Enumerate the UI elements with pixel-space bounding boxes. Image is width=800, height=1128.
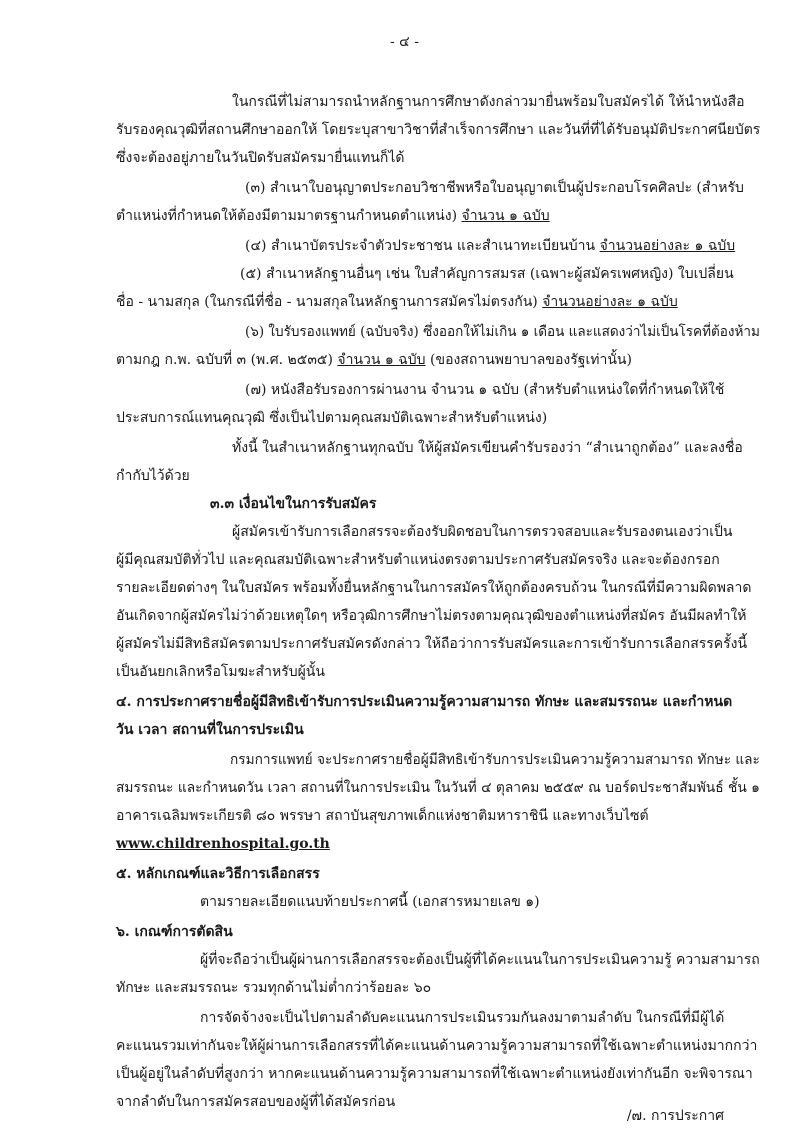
item-3-text: ตำแหน่งที่กำหนดให้ต้องมีตามมาตรฐานกำหนดตำแหน่ง) [116, 208, 458, 224]
intro-line-1: ในกรณีที่ไม่สามารถนำหลักฐานการศึกษาดังกล่าวมายื่นพร้อมใบสมัครได้ ให้นำหนังสือ [232, 94, 745, 110]
conditions-line-4: อันเกิดจากผู้สมัครไม่ว่าด้วยเหตุใดๆ หรือวุฒิการศึกษาไม่ตรงตามคุณวุฒิของตำแหน่งที่สมัคร อันมีผลทำให้ [116, 608, 747, 624]
item-4-text: (๔) สำเนาบัตรประจำตัวประชาชน และสำเนาทะเบียนบ้าน [245, 238, 596, 254]
item-3-line-1: (๓) สำเนาใบอนุญาตประกอบวิชาชีพหรือใบอนุญาตเป็นผู้ประกอบโรคศิลปะ (สำหรับ [245, 180, 744, 196]
section-4-body-line-1: กรมการแพทย์ จะประกาศรายชื่อผู้มีสิทธิเข้ารับการประเมินความรู้ความสามารถ ทักษะ และ [230, 752, 760, 768]
item-5-quantity: จำนวนอย่างละ ๑ ฉบับ [542, 294, 678, 310]
item-6-quantity: จำนวน ๑ ฉบับ [337, 352, 426, 368]
conditions-line-3: รายละเอียดต่างๆ ในใบสมัคร พร้อมทั้งยื่นหลักฐานในการสมัครให้ถูกต้องครบถ้วน ในกรณีที่มีความผิดพลาด [116, 580, 752, 596]
section-4-heading-line-2: วัน เวลา สถานที่ในการประเมิน [116, 722, 304, 738]
criteria-line-2: ทักษะ และสมรรถนะ รวมทุกด้านไม่ต่ำกว่าร้อยละ ๖๐ [116, 980, 432, 996]
subsection-3-3-heading: ๓.๓ เงื่อนไขในการรับสมัคร [210, 496, 377, 512]
item-4-quantity: จำนวนอย่างละ ๑ ฉบับ [599, 238, 736, 254]
ranking-line-4: จากลำดับในการสมัครสอบของผู้ที่ได้สมัครก่อน [116, 1094, 396, 1110]
item-6-line-1: (๖) ใบรับรองแพทย์ (ฉบับจริง) ซึ่งออกให้ไม่เกิน ๑ เดือน และแสดงว่าไม่เป็นโรคที่ต้องห้าม [245, 324, 760, 340]
conditions-line-1: ผู้สมัครเข้ารับการเลือกสรรจะต้องรับผิดชอบในการตรวจสอบและรับรองตนเองว่าเป็น [232, 524, 733, 540]
item-5-text: ชื่อ - นามสกุล (ในกรณีที่ชื่อ - นามสกุลในหลักฐานการสมัครไม่ตรงกัน) [116, 294, 538, 310]
criteria-line-1: ผู้ที่จะถือว่าเป็นผู้ผ่านการเลือกสรรจะต้องเป็นผู้ที่ได้คะแนนในการประเมินความรู้ ความสามารถ [200, 952, 760, 968]
item-5-line-2 [116, 292, 678, 312]
continuation-marker: /๗. การประกาศ [626, 1108, 724, 1124]
conditions-line-5: ผู้สมัครไม่มีสิทธิสมัครตามประกาศรับสมัครดังกล่าว ให้ถือว่าการรับสมัครและการเข้ารับการเลือกสรรครั้งนี้ [116, 636, 748, 652]
page-number: - ๔ - [390, 34, 419, 50]
ranking-line-1: การจัดจ้างจะเป็นไปตามลำดับคะแนนการประเมินรวมกันลงมาตามลำดับ ในกรณีที่มีผู้ได้ [200, 1010, 725, 1026]
item-6-text: ตามกฎ ก.พ. ฉบับที่ ๓ (พ.ศ. ๒๕๓๕) [116, 352, 333, 368]
section-5-body: ตามรายละเอียดแนบท้ายประกาศนี้ (เอกสารหมายเลข ๑) [200, 894, 540, 910]
item-7-line-1: (๗) หนังสือรับรองการผ่านงาน จำนวน ๑ ฉบับ (สำหรับตำแหน่งใดที่กำหนดให้ใช้ [245, 382, 725, 398]
item-6-note: (ของสถานพยาบาลของรัฐเท่านั้น) [430, 352, 632, 368]
section-4-body-line-2: สมรรถนะ และกำหนดวัน เวลา สถานที่ในการประเมิน ในวันที่ ๔ ตุลาคม ๒๕๕๙ ณ บอร์ดประชาสัมพันธ์ ชั้น ๑ [116, 780, 760, 796]
website-link[interactable]: www.childrenhospital.go.th [116, 836, 330, 852]
item-7-line-2: ประสบการณ์แทนคุณวุฒิ ซึ่งเป็นไปตามคุณสมบัติเฉพาะสำหรับตำแหน่ง) [116, 410, 548, 426]
section-4-heading-line-1: ๔. การประกาศรายชื่อผู้มีสิทธิเข้ารับการประเมินความรู้ความสามารถ ทักษะ และสมรรถนะ และกำหนด [116, 694, 733, 710]
section-6-heading: ๖. เกณฑ์การตัดสิน [116, 924, 233, 940]
conditions-line-2: ผู้มีคุณสมบัติทั่วไป และคุณสมบัติเฉพาะสำหรับตำแหน่งตรงตามประกาศรับสมัครจริง และจะต้องกรอก [116, 552, 720, 568]
conditions-line-6: เป็นอันยกเลิกหรือโมฆะสำหรับผู้นั้น [116, 664, 325, 680]
section-5-heading: ๕. หลักเกณฑ์และวิธีการเลือกสรร [116, 866, 320, 882]
ranking-line-3: เป็นผู้อยู่ในลำดับที่สูงกว่า หากคะแนนด้านความรู้ความสามารถที่ใช้เฉพาะตำแหน่งยังเท่ากันอีก จะพิจารณา [116, 1066, 753, 1082]
intro-line-3: ซึ่งจะต้องอยู่ภายในวันปิดรับสมัครมายื่นแทนก็ได้ [116, 150, 405, 166]
certify-line-1: ทั้งนี้ ในสำเนาหลักฐานทุกฉบับ ให้ผู้สมัครเขียนคำรับรองว่า “สำเนาถูกต้อง” และลงชื่อ [232, 440, 743, 456]
item-4-line [245, 236, 735, 256]
item-5-line-1: (๕) สำเนาหลักฐานอื่นๆ เช่น ใบสำคัญการสมรส (เฉพาะผู้สมัครเพศหญิง) ใบเปลี่ยน [240, 266, 734, 282]
item-3-quantity: จำนวน ๑ ฉบับ [461, 208, 550, 224]
section-4-body-line-3: อาคารเฉลิมพระเกียรติ ๘๐ พรรษา สถาบันสุขภาพเด็กแห่งชาติมหาราชินี และทางเว็บไซต์ [116, 808, 649, 824]
item-6-line-2 [116, 350, 632, 370]
intro-line-2: รับรองคุณวุฒิที่สถานศึกษาออกให้ โดยระบุสาขาวิชาที่สำเร็จการศึกษา และวันที่ที่ได้รับอนุมัติประกาศนียบัตร [116, 122, 761, 138]
certify-line-2: กำกับไว้ด้วย [116, 468, 190, 484]
item-3-line-2 [116, 206, 550, 226]
ranking-line-2: คะแนนรวมเท่ากันจะให้ผู้ผ่านการเลือกสรรที่ได้คะแนนด้านความรู้ความสามารถที่ใช้เฉพาะตำแหน่งมากกว่า [116, 1038, 758, 1054]
